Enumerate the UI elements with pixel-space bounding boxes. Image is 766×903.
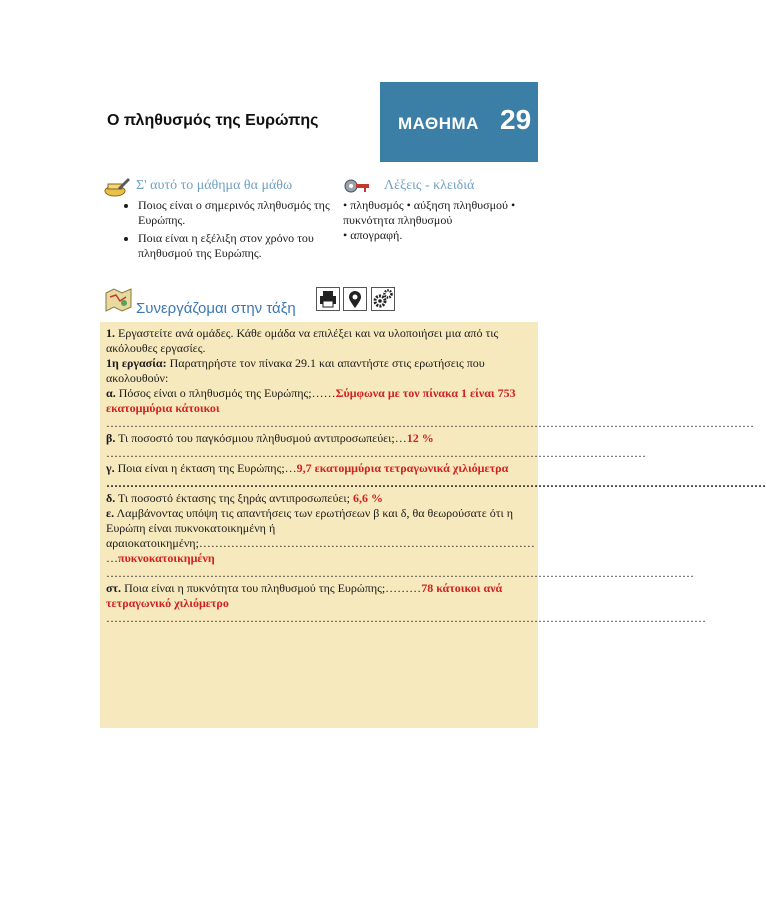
list-item: • Ποια είναι η εξέλιξη στον χρόνο του πληθυσμού της Ευρώπης. [138,231,338,261]
map-icon [104,285,134,311]
dotted-line: ………………………………………………………………………………………………………………………………………………… [106,476,766,490]
dotted-line: ………………………………………………………………………………………………………………………………… [106,566,694,580]
answer-a: Σύμφωνα με τον πίνακα 1 είναι 753 εκατομμύρια κάτοικοι [106,386,516,415]
dotted-line: ……………………………………………………………………………………………………………………… [106,446,646,460]
exercise-intro: 1. Εργαστείτε ανά ομάδες. Κάθε ομάδα να επιλέξει και να υλοποιήσει μια από τις ακόλουθες εργασίες. [106,326,499,355]
list-item: • Ποιος είναι ο σημερινός πληθυσμός της Ευρώπης. [138,198,338,228]
answer-e-line: …πυκνοκατοικημένη [106,551,215,565]
map-pin-icon [344,288,366,310]
answer-b: 12 % [406,431,434,445]
exercise-box [100,322,766,728]
lesson-number: 29 [500,104,532,135]
question-e: ε. Λαμβάνοντας υπόψη τις απαντήσεις των ερωτήσεων β και δ, θα θεωρούσατε ότι η Ευρώπη είναι πυκνοκατοικημένη ή αραιοκατοικημένη;………………………………………………………………………… [106,506,535,550]
dotted-line: ……………………………………………………………………………………………………………………………………………… [106,416,754,430]
key-icon [344,176,370,196]
keywords-list [343,198,543,243]
settings-button[interactable] [371,287,395,311]
question-f: στ. Ποια είναι η πυκνότητα του πληθυσμού της Ευρώπης;………78 κάτοικοι ανά τετραγωνικό χιλιόμετρο [106,581,503,610]
answer-f: 78 κάτοικοι ανά τετραγωνικό χιλιόμετρο [106,581,503,610]
answer-e: πυκνοκατοικημένη [118,551,215,565]
print-button[interactable] [316,287,340,311]
pencil-book-icon [104,176,130,198]
answer-d: 6,6 % [352,491,383,505]
question-a: α. Πόσος είναι ο πληθυσμός της Ευρώπης;……Σύμφωνα με τον πίνακα 1 είναι 753 εκατομμύρια κάτοικοι [106,386,516,415]
learn-heading: Σ' αυτό το μάθημα θα μάθω [136,178,293,193]
printer-icon [317,288,339,310]
task-1: 1η εργασία: Παρατηρήστε τον πίνακα 29.1 και απαντήστε στις ερωτήσεις που ακολουθούν: [106,356,485,385]
lesson-label: ΜΑΘΗΜΑ [398,114,479,133]
page-title: Ο πληθυσμός της Ευρώπης [107,112,319,129]
gears-icon [372,288,394,310]
collab-heading: Συνεργάζομαι στην τάξη [136,300,296,317]
dotted-line: …………………………………………………………………………………………………………………………………… [106,611,706,625]
answer-c: 9,7 εκατομμύρια τετραγωνικά χιλιόμετρα [296,461,509,475]
question-c: γ. Ποια είναι η έκταση της Ευρώπης;…9,7 εκατομμύρια τετραγωνικά χιλιόμετρα [106,461,509,475]
keywords-heading: Λέξεις - κλειδιά [384,178,475,193]
keywords-line: • πληθυσμός • αύξηση πληθυσμού • πυκνότητα πληθυσμού [343,198,516,227]
learn-list [118,198,338,264]
question-b: β. Τι ποσοστό του παγκόσμιου πληθυσμού αντιπροσωπεύει;…12 % [106,431,434,445]
keywords-line: • απογραφή. [343,228,403,242]
question-d: δ. Τι ποσοστό έκτασης της ξηράς αντιπροσωπεύει; 6,6 % [106,491,383,505]
map-pin-button[interactable] [343,287,367,311]
lesson-badge [380,82,538,162]
